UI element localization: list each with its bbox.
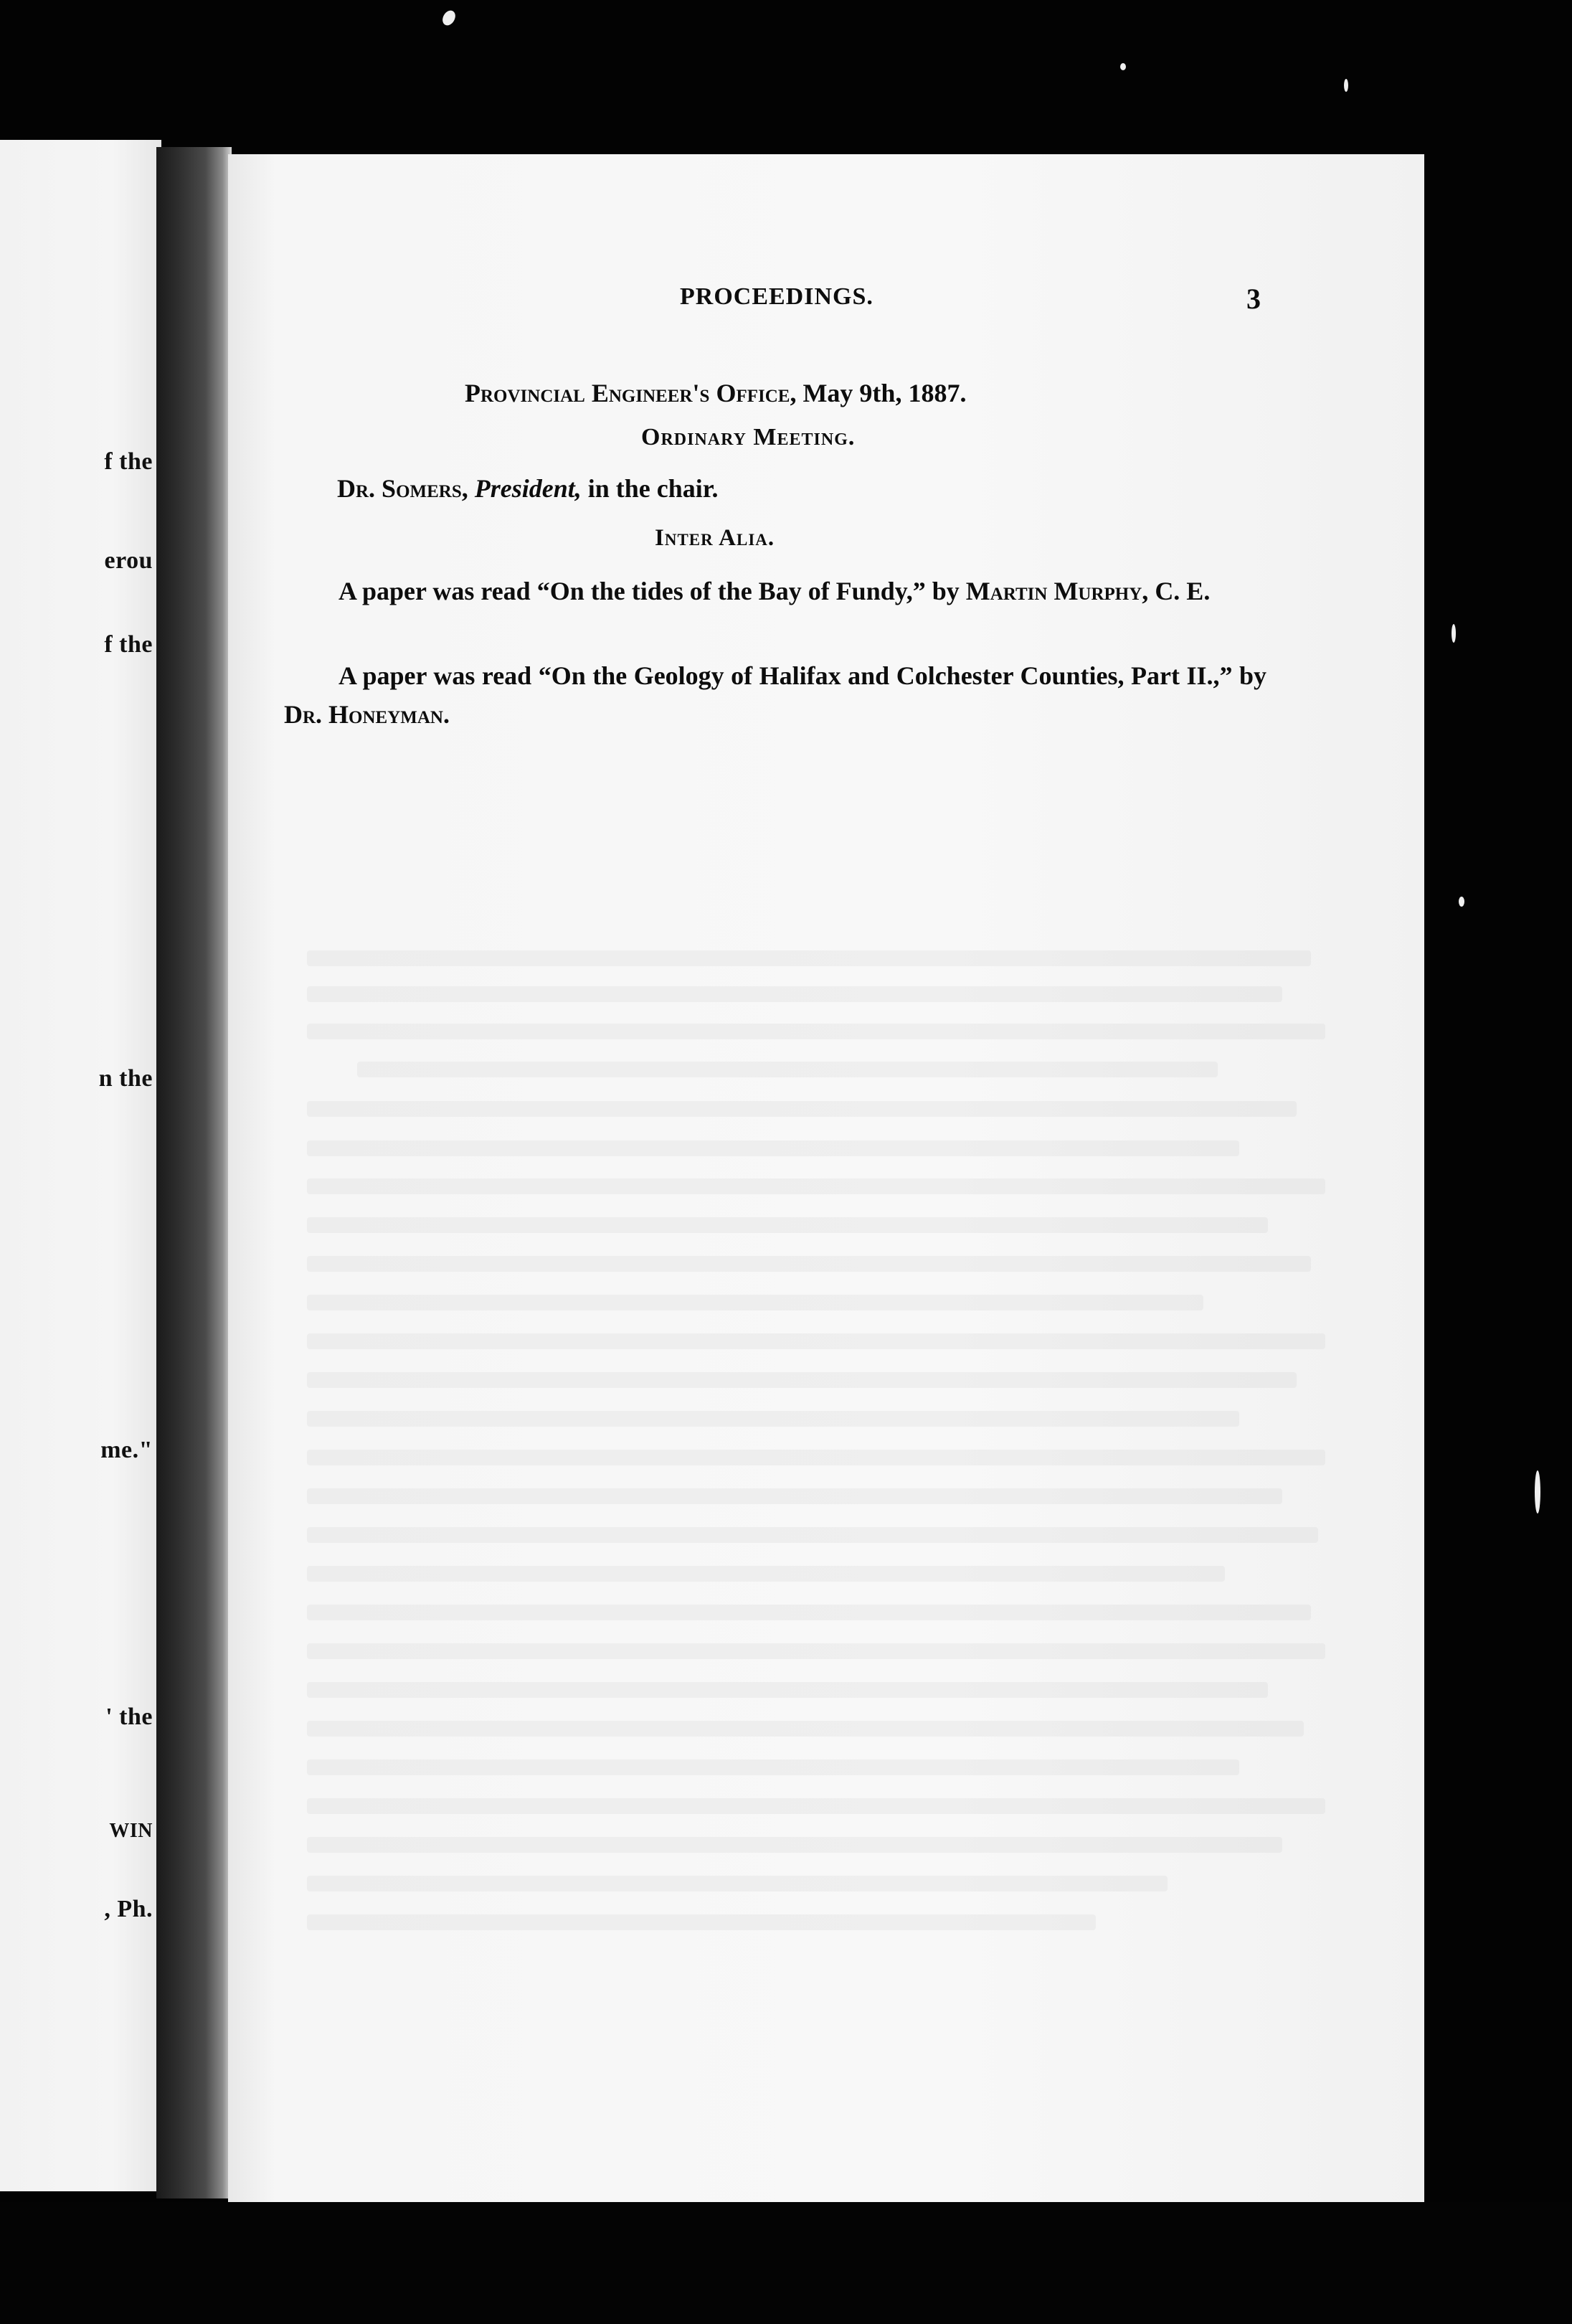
left-facing-page — [0, 140, 161, 2191]
scan-speck — [1535, 1470, 1540, 1513]
location-office: Provincial Engineer's Office, — [465, 379, 797, 407]
left-page-fragment: n the — [98, 1065, 153, 1092]
paragraph-text: A paper was read “On the tides of the Bay of Fundy,” by — [338, 577, 960, 605]
chair-rest: in the chair. — [587, 474, 719, 503]
left-page-fragment: f the — [104, 448, 153, 475]
chair-role: President, — [474, 474, 582, 503]
scan-speck — [1344, 79, 1348, 92]
paragraph-tides-paper — [284, 572, 1266, 610]
left-page-fragment: WIN — [109, 1820, 153, 1842]
book-gutter-shadow — [156, 147, 232, 2198]
running-head: PROCEEDINGS. — [680, 283, 873, 310]
paragraph-author-suffix: C. E. — [1155, 577, 1211, 605]
meeting-date: May 9th, 1887. — [802, 379, 967, 407]
chair-name: Dr. Somers, — [337, 474, 468, 503]
paragraph-author: Martin Murphy, — [965, 577, 1149, 605]
paragraph-author: Dr. Honeyman. — [284, 700, 450, 729]
bleed-through-texture — [228, 742, 1424, 2105]
scan-speck — [1459, 897, 1464, 907]
meeting-type-heading: Ordinary Meeting. — [641, 424, 856, 450]
scan-speck — [1452, 624, 1456, 643]
subheading-inter-alia: Inter Alia. — [655, 525, 775, 551]
meeting-location-date — [465, 378, 966, 408]
scan-bottom-border — [0, 2202, 1572, 2324]
left-page-fragment: me." — [100, 1437, 153, 1463]
page-number: 3 — [1246, 283, 1261, 315]
left-page-fragment: ' the — [105, 1704, 153, 1730]
paragraph-geology-paper — [284, 656, 1266, 734]
scan-speck — [1120, 63, 1126, 70]
chair-line — [337, 473, 718, 504]
paragraph-text: A paper was read “On the Geology of Halifax and Colchester Counties, Part II.,” by — [338, 661, 1266, 690]
left-page-fragment: f the — [104, 631, 153, 658]
right-page — [228, 154, 1424, 2206]
left-page-fragment: , Ph. — [104, 1896, 153, 1922]
scan-speck — [440, 8, 458, 27]
left-page-fragment: erou — [104, 547, 153, 574]
